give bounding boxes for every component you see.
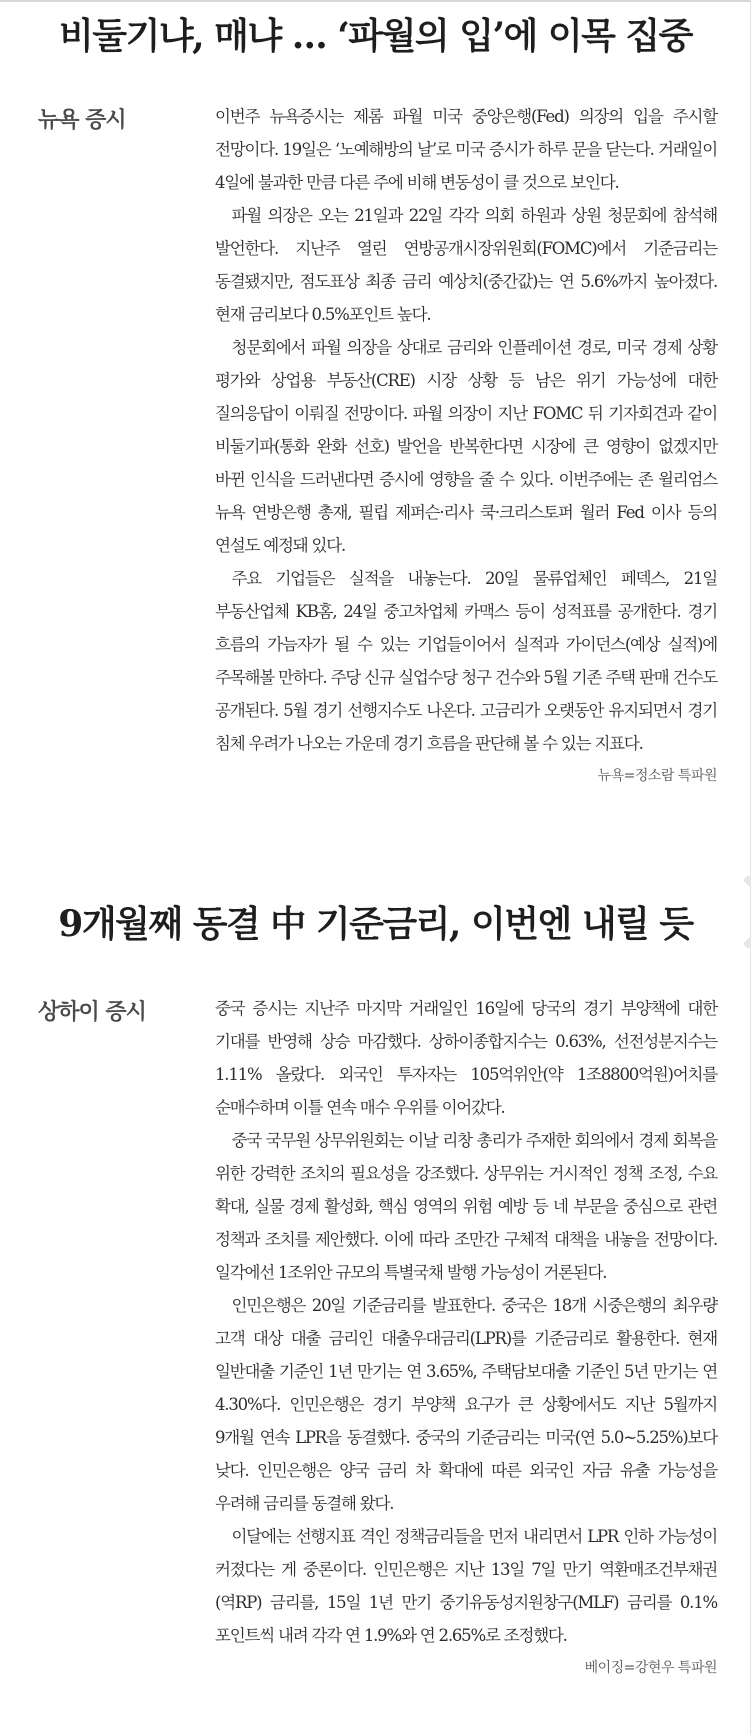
paragraph: 이달에는 선행지표 격인 정책금리들을 먼저 내리면서 LPR 인하 가능성이 커졌다는 게 중론이다. 인민은행은 지난 13일 7일 만기 역환매조건부채권(역RP) 금리를, 15일 1년 만기 중기유동성지원창구(MLF) 금리를 0.1%포인트씩 내려 각각 연 1.9%와 연 2.65%로 조정했다. [215,1527,717,1645]
article-headline: 비둘기냐, 매냐 … ‘파월의 입’에 이목 집중 [59,15,692,57]
paragraph: 중국 국무원 상무위원회는 이날 리창 총리가 주재한 회의에서 경제 회복을 위한 강력한 조치의 필요성을 강조했다. 상무위는 거시적인 정책 조정, 수요 확대, 실물 경제 활성화, 핵심 영역의 위험 예방 등 네 부문을 중심으로 관련 정책과 조치를 제안했다. 이에 따라 조만간 구체적 대책을 내놓을 전망이다. 일각에선 1조위안 규모의 특별국채 발행 가능성이 거론된다. [215,1131,717,1282]
paragraph: 이번주 뉴욕증시는 제롬 파월 미국 중앙은행(Fed) 의장의 입을 주시할 전망이다. 19일은 ‘노예해방의 날’로 미국 증시가 하루 문을 닫는다. 거래일이 4일에 불과한 만큼 다른 주에 비해 변동성이 클 것으로 보인다. [215,107,717,192]
section-label: 상하이 증시 [38,1000,146,1025]
paragraph: 주요 기업들은 실적을 내놓는다. 20일 물류업체인 페덱스, 21일 부동산업체 KB홈, 24일 중고차업체 카맥스 등이 성적표를 공개한다. 경기 흐름의 가늠자가 될 수 있는 기업들이어서 실적과 가이던스(예상 실적)에 주목해볼 만하다. 주당 신규 실업수당 청구 건수와 5월 기존 주택 판매 건수도 공개된다. 5월 경기 선행지수도 나온다. 고금리가 오랫동안 유지되면서 경기 침체 우려가 나오는 가운데 경기 흐름을 판단해 볼 수 있는 지표다. [215,569,717,753]
article-headline: 9개월째 동결 中 기준금리, 이번엔 내릴 듯 [58,903,693,945]
article-body [215,100,717,793]
byline: 베이징=강현우 특파원 [584,1660,717,1676]
paragraph: 중국 증시는 지난주 마지막 거래일인 16일에 당국의 경기 부양책에 대한 기대를 반영해 상승 마감했다. 상하이종합지수는 0.63%, 선전성분지수는 1.11% 올랐다. 외국인 투자자는 105억위안(약 1조8800억원)어치를 순매수하며 이틀 연속 매수 우위를 이어갔다. [215,999,717,1117]
paragraph: 인민은행은 20일 기준금리를 발표한다. 중국은 18개 시중은행의 최우량 고객 대상 대출 금리인 대출우대금리(LPR)를 기준금리로 활용한다. 현재 일반대출 기준인 1년 만기는 연 3.65%, 주택담보대출 기준인 5년 만기는 연 4.30%다. 인민은행은 경기 부양책 요구가 큰 상황에서도 지난 5월까지 9개월 연속 LPR을 동결했다. 중국의 기준금리는 미국(연 5.0~5.25%)보다 낮다. 인민은행은 양국 금리 차 확대에 따른 외국인 자금 유출 가능성을 우려해 금리를 동결해 왔다. [215,1296,717,1513]
article-body [215,992,717,1685]
top-divider [0,0,751,2]
paragraph: 파월 의장은 오는 21일과 22일 각각 의회 하원과 상원 청문회에 참석해 발언한다. 지난주 열린 연방공개시장위원회(FOMC)에서 기준금리는 동결됐지만, 점도표상 최종 금리 예상치(중간값)는 연 5.6%까지 높아졌다. 현재 금리보다 0.5%포인트 높다. [215,206,717,324]
paragraph: 청문회에서 파월 의장을 상대로 금리와 인플레이션 경로, 미국 경제 상황 평가와 상업용 부동산(CRE) 시장 상황 등 남은 위기 가능성에 대한 질의응답이 이뤄질 전망이다. 파월 의장이 지난 FOMC 뒤 기자회견과 같이 비둘기파(통화 완화 선호) 발언을 반복한다면 시장에 큰 영향이 없겠지만 바뀐 인식을 드러낸다면 증시에 영향을 줄 수 있다. 이번주에는 존 윌리엄스 뉴욕 연방은행 총재, 필립 제퍼슨·리사 쿡·크리스토퍼 월러 Fed 이사 등의 연설도 예정돼 있다. [215,338,717,555]
section-label: 뉴욕 증시 [38,108,126,133]
byline: 뉴욕=정소람 특파원 [597,768,717,784]
